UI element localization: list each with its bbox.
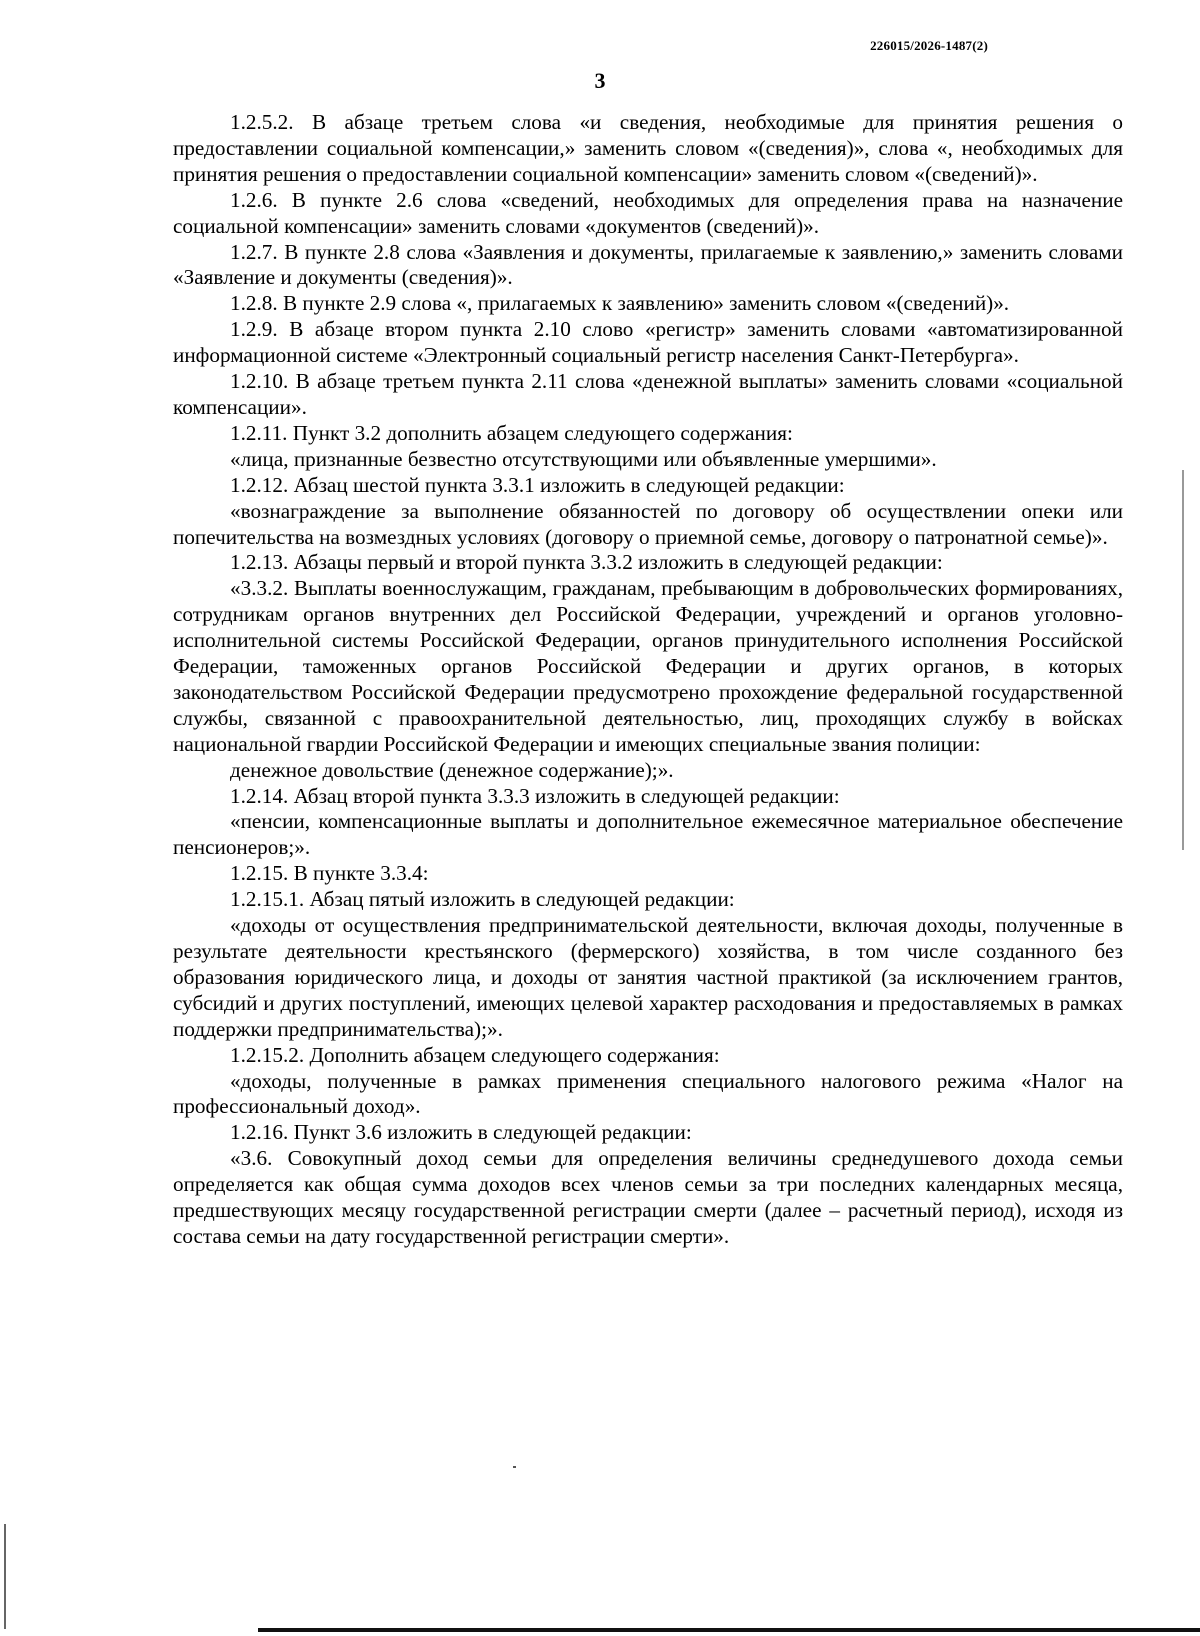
paragraph-1-2-13: 1.2.13. Абзацы первый и второй пункта 3.3.2 изложить в следующей редакции:: [230, 550, 943, 575]
paragraph-1-2-13-quote-end: денежное довольствие (денежное содержание);».: [230, 757, 674, 782]
paragraph-1-2-11-quote: «лица, признанные безвестно отсутствующими или объявленные умершими».: [230, 446, 937, 471]
paragraph-1-2-14-quote: «пенсии, компенсационные выплаты и дополнительное ежемесячное материальное обеспечение пенсионеров;».: [173, 809, 1123, 860]
paragraph-1-2-15-2: 1.2.15.2. Дополнить абзацем следующего содержания:: [230, 1042, 720, 1067]
scan-right-edge: [1182, 470, 1184, 850]
paragraph-1-2-15-1: 1.2.15.1. Абзац пятый изложить в следующей редакции:: [230, 887, 735, 912]
paragraph-1-2-10: 1.2.10. В абзаце третьем пункта 2.11 слова «денежной выплаты» заменить словами «социальной компенсации».: [173, 369, 1123, 419]
paragraph-1-2-11: 1.2.11. Пункт 3.2 дополнить абзацем следующего содержания:: [230, 420, 793, 445]
document-number: 226015/2026-1487(2): [870, 38, 988, 53]
paragraph-1-2-12-quote: «вознаграждение за выполнение обязанностей по договору об осуществлении опеки или попечительства на возмездных условиях (договору о приемной семье, договору о патронатной семье)».: [173, 498, 1123, 549]
paragraph-1-2-13-quote: «3.3.2. Выплаты военнослужащим, гражданам, пребывающим в добровольческих формированиях, сотрудникам органов внутренних дел Российской Федерации, учреждений и органов уголовно-исполнительной системы Российской Федерации, органов принудительного исполнения Российской Федерации, таможенных органов Российской Федерации и других органов, в которых законодательством Российской Федерации предусмотрено прохождение федеральной государственной службы, связанной с правоохранительной деятельностью, лиц, проходящих службу в войсках национальной гвардии Российской Федерации и имеющих специальные звания полиции:: [173, 576, 1123, 756]
paragraph-1-2-15-2-quote: «доходы, полученные в рамках применения специального налогового режима «Налог на профессиональный доход».: [173, 1068, 1123, 1119]
document-body: [173, 110, 1123, 1250]
paragraph-1-2-7: 1.2.7. В пункте 2.8 слова «Заявления и документы, прилагаемые к заявлению,» заменить словами «Заявление и документы (сведения)».: [173, 239, 1123, 290]
paragraph-1-2-14: 1.2.14. Абзац второй пункта 3.3.3 изложить в следующей редакции:: [230, 783, 840, 808]
paragraph-1-2-6: 1.2.6. В пункте 2.6 слова «сведений, необходимых для определения права на назначение социальной компенсации» заменить словами «документов (сведений)».: [173, 187, 1123, 238]
paragraph-1-2-15-1-quote: «доходы от осуществления предпринимательской деятельности, включая доходы, полученные в результате деятельности крестьянского (фермерского) хозяйства, в том числе созданного без образования юридического лица, и доходы от занятия частной практикой (за исключением грантов, субсидий и других поступлений, имеющих целевой характер расходования и предоставляемых в рамках поддержки предпринимательства);».: [173, 913, 1123, 1041]
scan-left-edge: [4, 1524, 6, 1629]
paragraph-1-2-16: 1.2.16. Пункт 3.6 изложить в следующей редакции:: [230, 1120, 692, 1145]
paragraph-1-2-16-quote: «3.6. Совокупный доход семьи для определения величины среднедушевого дохода семьи определяется как общая сумма доходов всех членов семьи за три последних календарных месяца, предшествующих месяцу государственной регистрации смерти (далее – расчетный период), исходя из состава семьи на дату государственной регистрации смерти».: [173, 1146, 1123, 1248]
paragraph-1-2-15: 1.2.15. В пункте 3.3.4:: [230, 861, 429, 886]
scan-dot-mark: [513, 1466, 516, 1468]
paragraph-1-2-8: 1.2.8. В пункте 2.9 слова «, прилагаемых к заявлению» заменить словом «(сведений)».: [230, 291, 1010, 316]
paragraph-1-2-5-2: 1.2.5.2. В абзаце третьем слова «и сведения, необходимые для принятия решения о предоставлении социальной компенсации,» заменить словом «(сведения)», слова «, необходимых для принятия решения о предоставлении социальной компенсации» заменить словом «(сведений)».: [173, 110, 1123, 186]
page-number: 3: [594, 68, 606, 93]
scan-bottom-edge: [258, 1628, 1200, 1632]
paragraph-1-2-9: 1.2.9. В абзаце втором пункта 2.10 слово «регистр» заменить словами «автоматизированной информационной системе «Электронный социальный регистр населения Санкт-Петербурга».: [173, 317, 1123, 368]
paragraph-1-2-12: 1.2.12. Абзац шестой пункта 3.3.1 изложить в следующей редакции:: [230, 472, 845, 497]
